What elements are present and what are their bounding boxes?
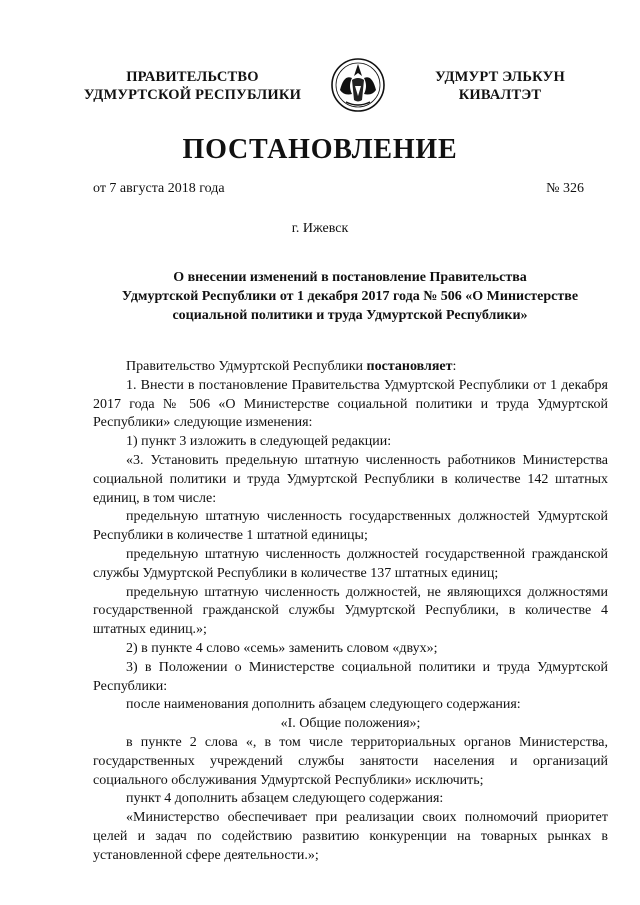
body-paragraph xyxy=(93,358,608,377)
body-paragraph: 1. Внести в постановление Правительства Удмуртской Республики от 1 декабря 2017 года № 506 «О Министерстве социальной политики и труда Удмуртской Республики» следующие изменения: xyxy=(93,377,608,431)
body-paragraph: 3) в Положении о Министерстве социальной политики и труда Удмуртской Республики: xyxy=(93,659,608,694)
body-paragraph-centered: «I. Общие положения»; xyxy=(280,716,421,732)
document-date: от 7 августа 2018 года xyxy=(93,181,225,196)
body-paragraph: 2) в пункте 4 слово «семь» заменить словом «двух»; xyxy=(126,640,438,656)
preamble-text: Правительство Удмуртской Республики xyxy=(126,359,367,374)
subject-line: социальной политики и труда Удмуртской Республики» xyxy=(172,308,528,323)
subject-line: Удмуртской Республики от 1 декабря 2017 года № 506 «О Министерстве xyxy=(121,289,579,304)
body-paragraph: предельную штатную численность государственных должностей Удмуртской Республики в количестве 1 штатной единицы; xyxy=(93,509,608,544)
body-paragraph: предельную штатную численность должностей, не являющихся должностями государственной гражданской службы Удмуртской Республики, в количестве 4 штатных единиц.»; xyxy=(93,584,608,638)
document-title: ПОСТАНОВЛЕНИЕ xyxy=(182,134,458,165)
body-paragraph: пункт 4 дополнить абзацем следующего содержания: xyxy=(126,791,444,807)
subject-line: О внесении изменений в постановление Правительства xyxy=(173,270,527,285)
document-city: г. Ижевск xyxy=(291,221,349,236)
org-name-russian xyxy=(70,68,315,104)
document-subject xyxy=(95,268,605,325)
preamble-verb: постановляет xyxy=(366,359,453,374)
coat-of-arms-icon xyxy=(326,56,390,114)
body-paragraph: 1) пункт 3 изложить в следующей редакции: xyxy=(126,434,392,450)
body-paragraph: предельную штатную численность должностей государственной гражданской службы Удмуртской Республики в количестве 137 штатных единиц; xyxy=(93,546,608,581)
body-paragraph: «3. Установить предельную штатную численность работников Министерства социальной политики и труда Удмуртской Республики в количестве 142 штатных единиц, в том числе: xyxy=(93,452,608,506)
document-number: № 326 xyxy=(546,181,584,196)
body-paragraph: после наименования дополнить абзацем следующего содержания: xyxy=(126,697,521,713)
org-name-russian-line2: УДМУРТСКОЙ РЕСПУБЛИКИ xyxy=(83,87,302,103)
document-body xyxy=(93,358,608,866)
preamble-colon: : xyxy=(452,359,457,374)
body-paragraph: в пункте 2 слова «, в том числе территориальных органов Министерства, государственных учреждений службы занятости населения и организаций социального обслуживания Удмуртской Республики» исключить; xyxy=(93,734,608,788)
org-name-udmurt-line2: КИВАЛТЭТ xyxy=(458,87,542,103)
org-name-udmurt-line1: УДМУРТ ЭЛЬКУН xyxy=(435,69,565,85)
org-name-udmurt xyxy=(420,68,580,104)
body-paragraph: «Министерство обеспечивает при реализации своих полномочий приоритет целей и задач по содействию развитию конкуренции на товарных рынках в установленной сфере деятельности.»; xyxy=(93,810,608,863)
org-name-russian-line1: ПРАВИТЕЛЬСТВО xyxy=(126,69,259,85)
